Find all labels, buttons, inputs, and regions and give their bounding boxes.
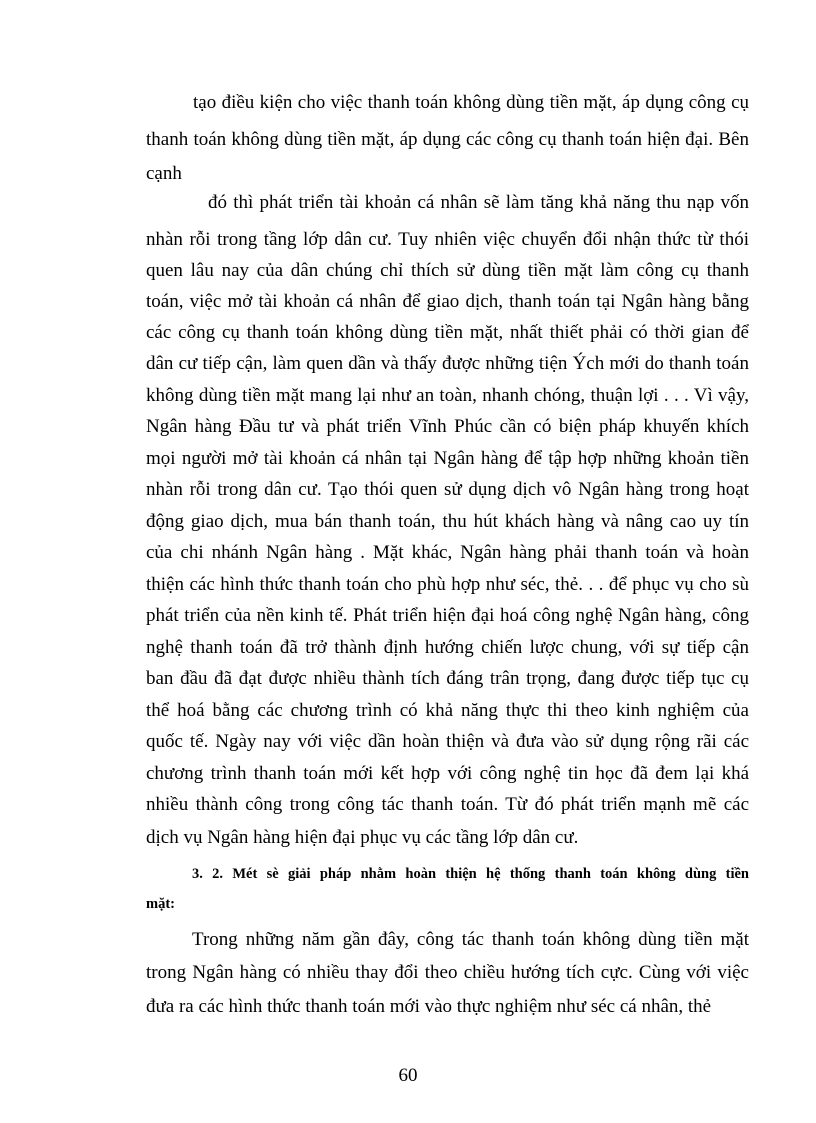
section-heading: 3. 2. Mét sè giải pháp nhằm hoàn thiện hệ thống thanh toán không dùng tiền [192,866,749,882]
text-line [0,635,816,661]
text-line [0,603,816,629]
text-line-content: ban đầu đã đạt được nhiều thành tích đáng trân trọng, đang được tiếp tục cụ [146,668,749,689]
text-line-content: cạnh [146,163,182,184]
text-line-content: của chi nhánh Ngân hàng . Mặt khác, Ngân hàng phải thanh toán và hoàn [146,542,749,563]
section-heading-continued: mặt: [146,896,175,912]
text-line-content: dân cư tiếp cận, làm quen dần và thấy được những tiện Ých mới do thanh toán [146,353,749,374]
text-line [0,509,816,535]
text-line [0,161,816,187]
text-line [0,666,816,692]
text-line-content: trong Ngân hàng có nhiều thay đổi theo chiều hướng tích cực. Cùng với việc [146,962,749,983]
text-line [0,994,816,1020]
text-line [0,477,816,503]
text-line-content: đưa ra các hình thức thanh toán mới vào thực nghiệm như séc cá nhân, thẻ [146,996,712,1017]
text-line [0,414,816,440]
text-line [0,127,816,153]
text-line [0,572,816,598]
text-line [0,729,816,755]
text-line-content: nhiều thành công trong công tác thanh toán. Từ đó phát triển mạnh mẽ các [146,794,749,815]
text-line-content: quen lâu nay của dân chúng chỉ thích sử dùng tiền mặt làm công cụ thanh [146,260,749,281]
text-line [0,351,816,377]
text-line [0,383,816,409]
text-line-content: nhàn rỗi trong dân cư. Tạo thói quen sử dụng dịch vô Ngân hàng trong hoạt [146,479,749,500]
text-line [0,446,816,472]
text-line-content: quốc tế. Ngày nay với việc dần hoàn thiện và đưa vào sử dụng rộng rãi các [146,731,749,752]
text-line [0,320,816,346]
text-line [0,761,816,787]
text-line-content: mọi người mở tài khoản cá nhân tại Ngân hàng để tập hợp những khoản tiền [146,448,749,469]
text-line [0,258,816,284]
page-number: 60 [398,1065,418,1086]
text-line-content: không dùng tiền mặt mang lại như an toàn, nhanh chóng, thuận lợi . . . Vì vậy, [146,385,749,406]
text-line-content: Ngân hàng Đầu tư và phát triển Vĩnh Phúc cần có biện pháp khuyến khích [146,416,749,437]
text-line [0,960,816,986]
text-line [0,227,816,253]
text-line-content: nghệ thanh toán đã trở thành định hướng chiến lược chung, với sự tiếp cận [146,637,749,658]
text-line-content: tạo điều kiện cho việc thanh toán không dùng tiền mặt, áp dụng công cụ [193,92,749,113]
text-line-content: nhàn rỗi trong tầng lớp dân cư. Tuy nhiên việc chuyển đổi nhận thức từ thói [146,229,749,250]
text-line-content: Trong những năm gần đây, công tác thanh toán không dùng tiền mặt [192,929,749,950]
text-line-content: chương trình thanh toán mới kết hợp với công nghệ tin học đã đem lại khá [146,763,749,784]
text-line-content: động giao dịch, mua bán thanh toán, thu hút khách hàng và nâng cao uy tín [146,511,749,532]
text-line [0,792,816,818]
text-line-content: thanh toán không dùng tiền mặt, áp dụng các công cụ thanh toán hiện đại. Bên [146,129,749,150]
text-line-content: toán, việc mở tài khoản cá nhân để giao dịch, thanh toán tại Ngân hàng bằng [146,291,749,312]
text-line [0,90,816,116]
text-line [0,698,816,724]
text-line-content: dịch vụ Ngân hàng hiện đại phục vụ các tầng lớp dân cư. [146,827,579,848]
text-line [0,540,816,566]
text-line-content: thể hoá bằng các chương trình có khả năng thực thi theo kinh nghiệm của [146,700,749,721]
text-line-content: thiện các hình thức thanh toán cho phù hợp như séc, thẻ. . . để phục vụ cho sù [146,574,749,595]
text-line [0,927,816,953]
text-line [0,289,816,315]
text-line-content: phát triển của nền kinh tế. Phát triển hiện đại hoá công nghệ Ngân hàng, công [146,605,749,626]
text-line [0,190,816,216]
text-line-content: các công cụ thanh toán không dùng tiền mặt, nhất thiết phải có thời gian để [146,322,749,343]
text-line [0,825,816,851]
text-line-content: đó thì phát triển tài khoản cá nhân sẽ làm tăng khả năng thu nạp vốn [208,192,749,213]
